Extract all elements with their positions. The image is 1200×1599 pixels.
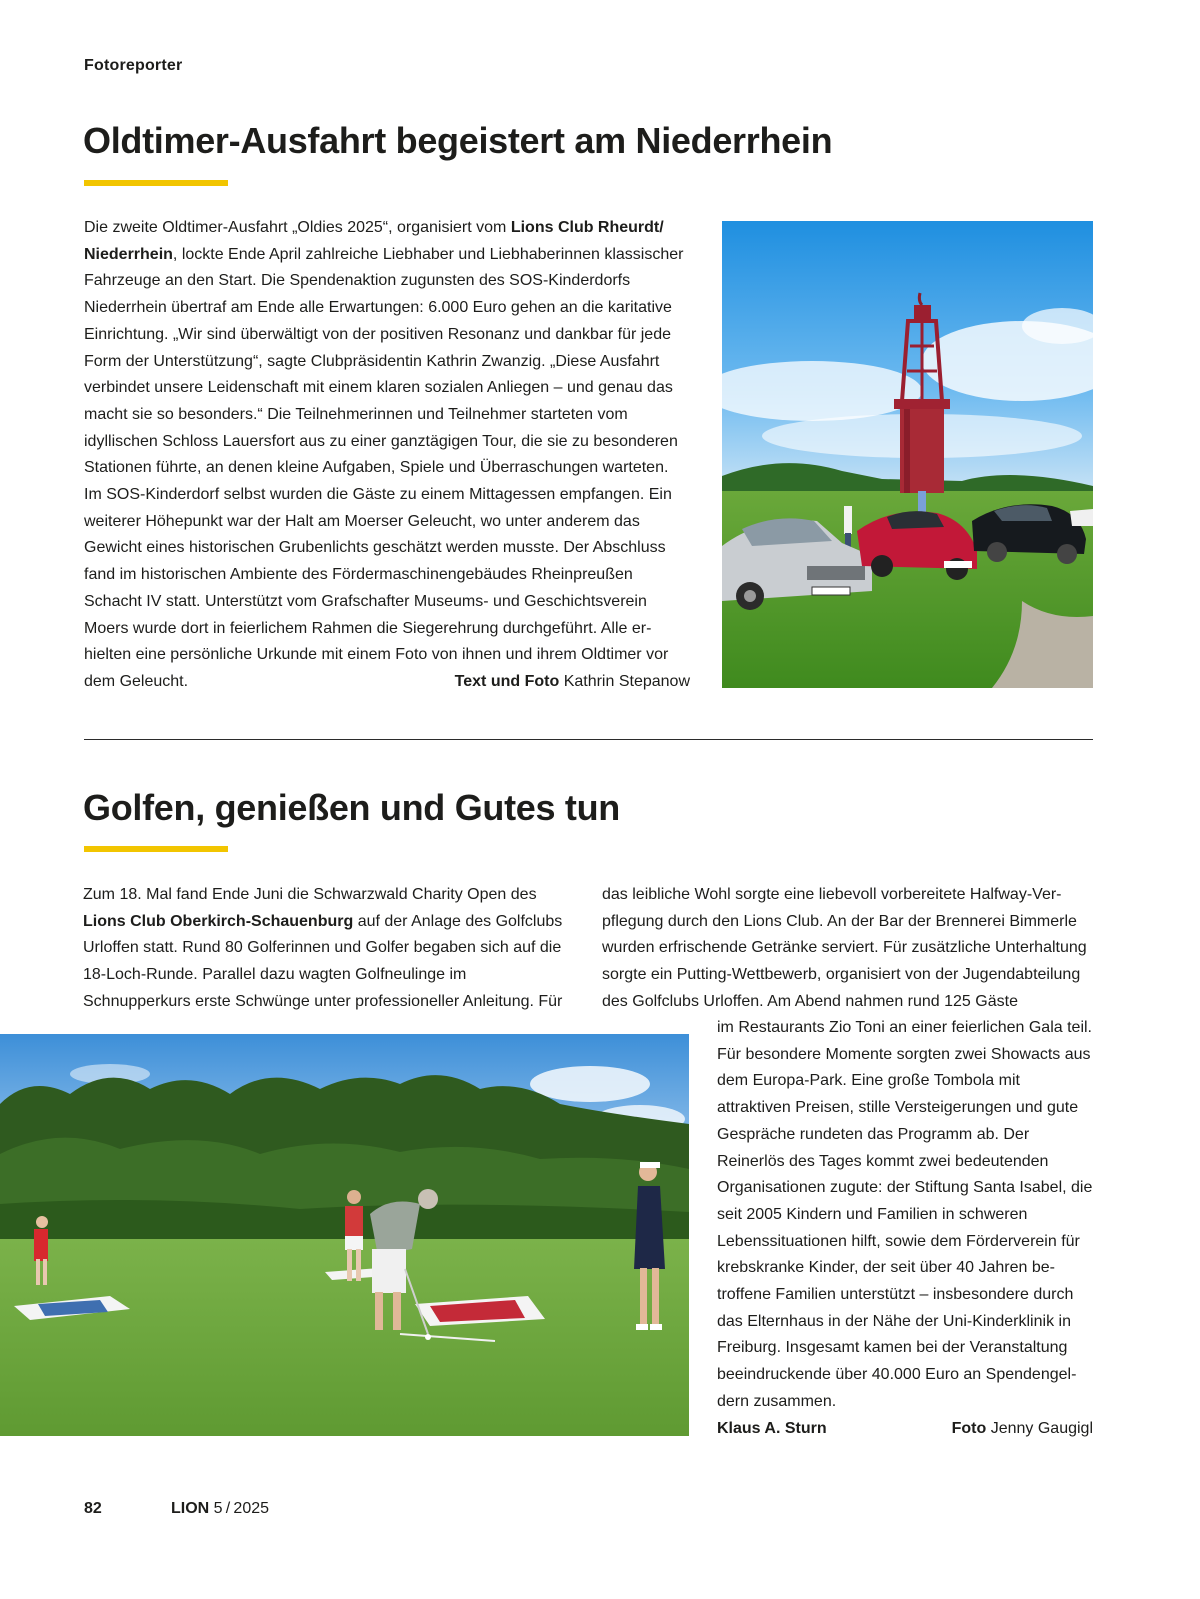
article1-paragraph: Die zweite Oldtimer-Ausfahrt „Oldies 2025“, organisiert vom Lions Club Rheurdt/ Niederrhein, lockte Ende April zahlreiche Liebhaber und Liebhaberinnen klassischer Fahrzeuge an den Start. Die Spendenaktion zugunsten des SOS-Kinderdorfs Niederrhein übertraf am Ende alle Erwartungen: 6.000 Euro gehen an die karitative Einrichtung. „Wir sind überwältigt von der positiven Resonanz und dankbar für jede Form der Unterstützung“, sagte Clubpräsidentin Kathrin Zwanzig. „Diese Ausfahrt verbindet unsere Leidenschaft mit einem klaren sozialen Anliegen – und genau das macht sie so besonders.“ Die Teilnehmerinnen und Teilnehmer starteten vom idyllischen Schloss Lauersfort aus zu einer ganztägigen Tour, die sie zu besonderen Stationen führte, an denen kleine Aufgaben, Spiele und Überraschungen warteten. Im SOS-Kinderdorf selbst wurden die Gäste zu einem Mittagessen empfangen. Ein weiterer Höhepunkt war der Halt am Moerser Geleucht, wo unter anderem das Gewicht eines historischen Grubenlichts geschätzt werden musste. Der Abschluss fand im historischen Ambiente des Fördermaschinengebäudes Rheinpreußen Schacht IV statt. Unterstützt vom Grafschafter Museums- und Geschichtsverein Moers wurde dort in feierlichem Rahmen die Siegerehrung durchgeführt. Alle erhielten eine persönliche Urkunde mit einem Foto von ihnen und ihrem Oldtimer vor	[84, 219, 684, 664]
article1-club-name: Lions Club Rheurdt/ Niederrhein	[84, 219, 664, 263]
article1-accent-bar	[84, 180, 228, 186]
article2-column-2: das leibliche Wohl sorgte eine liebevoll vorbereitete Halfway-Verpflegung durch den Lions Club. An der Bar der Brennerei Bimmerle wurden erfrischende Getränke serviert. Für zusätzliche Unterhaltung sorgte ein Putting-Wettbewerb, organisiert von der Jugendabteilung des Golfclubs Urloffen. Am Abend nahmen rund 125 Gäste	[602, 886, 1087, 1010]
article1-last-line: dem Geleucht.	[84, 672, 189, 690]
article2-author: Klaus A. Sturn	[717, 1419, 827, 1437]
article2-column-1: Zum 18. Mal fand Ende Juni die Schwarzwald Charity Open des Lions Club Oberkirch-Schauenburg auf der Anlage des Golfclubs Urloffen statt. Rund 80 Golferinnen und Golfer begaben sich auf die 18-Loch-Runde. Parallel dazu wagten Golfneulinge im Schnupperkurs erste Schwünge unter professioneller Anleitung. Für	[83, 886, 563, 1010]
article2-photo-credit: Foto Jenny Gaugigl	[951, 1419, 1093, 1437]
section-label: Fotoreporter	[84, 57, 183, 74]
article2-column-3: im Restaurants Zio Toni an einer feierlichen Gala teil. Für besondere Momente sorgten zwei Showacts aus dem Europa-Park. Eine große Tombola mit attraktiven Preisen, stille Versteigerungen und gute Gespräche rundeten das Programm ab. Der Reinerlös des Tages kommt zwei bedeutenden Organisationen zugute: der Stiftung Santa Isabel, die seit 2005 Kindern und Familien in schweren Lebenssituationen hilft, sowie dem Förderverein für krebskranke Kinder, der seit über 40 Jahren betroffene Familien unterstützt – insbesondere durch das Elternhaus in der Nähe der Uni-Kinderklinik in Freiburg. Insgesamt kamen bei der Veranstaltung beeindruckende über 40.000 Euro an Spendengeldern zusammen. Klaus A. Sturn Foto Jenny Gaugigl	[717, 1015, 1093, 1442]
article2-credit-line	[717, 1416, 1093, 1443]
golf-photo	[0, 1034, 689, 1436]
magazine-name: LION	[171, 1500, 210, 1517]
issue-number: 5 / 2025	[213, 1500, 270, 1517]
article1-credit: Text und Foto Kathrin Stepanow	[454, 672, 690, 690]
article1-body	[84, 215, 690, 696]
magazine-issue	[171, 1500, 269, 1518]
article2-title: Golfen, genießen und Gutes tun	[83, 787, 620, 828]
article1-title: Oldtimer-Ausfahrt begeistert am Niederrhein	[83, 120, 833, 161]
oldtimer-photo	[722, 221, 1093, 688]
page-number: 82	[84, 1500, 102, 1517]
article2-accent-bar	[84, 846, 228, 852]
article2-club-name: Lions Club Oberkirch-Schauenburg	[83, 912, 354, 930]
article1-credit-line	[84, 669, 690, 696]
section-divider	[84, 739, 1093, 740]
